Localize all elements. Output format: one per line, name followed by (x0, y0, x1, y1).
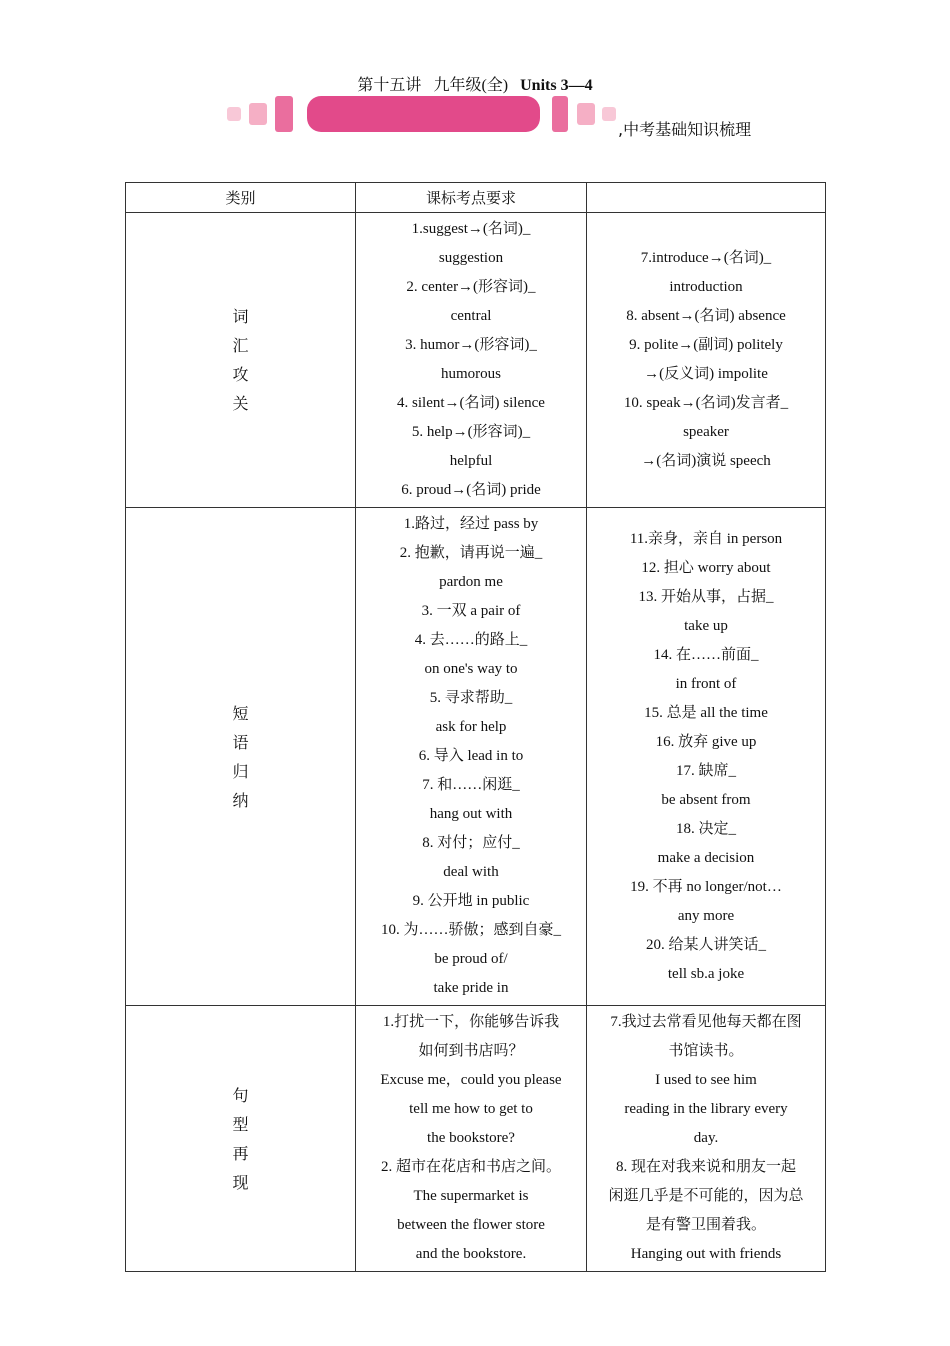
header-category: 类别 (126, 183, 356, 213)
content-line: 17. 缺席_ (675, 762, 736, 779)
content-line: and the bookstore. (415, 1246, 527, 1262)
content-line: 10. speak→(名词)发言者_ (623, 395, 789, 411)
content-line: take pride in (433, 980, 509, 996)
content-line: 2. 抱歉，请再说一遍_ (399, 545, 543, 561)
header-blank (587, 183, 826, 213)
content-line: 7.我过去常看见他每天都在图 (610, 1014, 802, 1030)
content-line: 20. 给某人讲笑话_ (645, 936, 766, 953)
content-line: 4. 去……的路上_ (414, 632, 528, 648)
content-line: 是有警卫围着我。 (645, 1217, 766, 1233)
content-line: between the flower store (397, 1217, 545, 1233)
left-content-cell (356, 213, 587, 508)
banner-bar (307, 96, 540, 132)
content-line: central (450, 308, 492, 324)
content-line: make a decision (657, 849, 755, 866)
content-line: 19. 不再 no longer/not… (630, 878, 782, 895)
content-line: 1.路过，经过 pass by (403, 516, 539, 532)
content-line: 6. 导入 lead in to (418, 748, 524, 764)
content-line: suggestion (438, 250, 504, 266)
content-line: the bookstore? (427, 1130, 515, 1146)
left-content-cell (356, 508, 587, 1006)
content-line: 5. 寻求帮助_ (429, 690, 513, 706)
table-header-row (126, 183, 826, 213)
content-line: Excuse me，could you please (380, 1072, 562, 1088)
content-line: hang out with (429, 806, 513, 822)
content-line: 如何到书店吗？ (418, 1043, 524, 1059)
table-body (126, 213, 826, 1272)
content-line: 16. 放弃 give up (655, 733, 757, 750)
content-line: 11.亲身，亲自 in person (629, 530, 783, 547)
content-line: 14. 在……前面_ (653, 646, 759, 663)
content-line: deal with (443, 864, 499, 880)
lecture-number: 第十五讲 (357, 77, 422, 94)
content-line: 10. 为……骄傲；感到自豪_ (380, 922, 561, 938)
content-line: 闲逛几乎是不可能的，因为总 (608, 1188, 804, 1204)
category-cell (126, 1006, 356, 1272)
category-label: 句型再现 (232, 1085, 249, 1192)
content-line: be absent from (661, 791, 751, 808)
content-line: take up (684, 617, 728, 634)
content-line: be proud of/ (434, 951, 508, 967)
content-line: 8. absent→(名词) absence (626, 308, 786, 324)
content-line: 4. silent→(名词) silence (397, 395, 545, 411)
header-requirements: 课标考点要求 (356, 183, 587, 213)
content-line: 3. humor→(形容词)_ (405, 337, 537, 353)
content-line: 2. 超市在花店和书店之间。 (380, 1159, 561, 1175)
content-line: 8. 对付；应付_ (422, 835, 520, 851)
banner-square-decoration (249, 103, 267, 125)
content-line: 7. 和……闲逛_ (422, 777, 520, 793)
content-line: The supermarket is (413, 1188, 529, 1204)
content-line: humorous (441, 366, 501, 382)
content-line: ask for help (435, 719, 507, 735)
content-line: day. (693, 1130, 719, 1146)
content-line: tell me how to get to (409, 1101, 533, 1117)
category-label: 短语归纳 (232, 703, 249, 810)
content-line: speaker (683, 424, 729, 440)
units-label: Units 3—4 (520, 77, 593, 94)
content-line: on one's way to (424, 661, 518, 677)
content-line: 15. 总是 all the time (644, 704, 768, 721)
content-line: 1.suggest→(名词)_ (411, 221, 531, 237)
banner-square-decoration (227, 107, 241, 121)
content-line: any more (677, 907, 735, 924)
table-row (126, 213, 826, 508)
category-cell (126, 213, 356, 508)
banner-square-decoration (577, 103, 595, 125)
banner-square-decoration (275, 96, 293, 132)
content-line: →(反义词) impolite (644, 366, 768, 382)
content-line: Hanging out with friends (630, 1246, 782, 1262)
content-line: 9. 公开地 in public (412, 893, 530, 909)
content-line: 13. 开始从事，占据_ (638, 588, 774, 605)
content-line: 5. help→(形容词)_ (411, 424, 531, 440)
content-line: 8. 现在对我来说和朋友一起 (615, 1159, 796, 1175)
content-line: tell sb.a joke (667, 965, 745, 982)
content-line: 3. 一双 a pair of (421, 603, 521, 619)
table-row (126, 1006, 826, 1272)
page-header (0, 72, 950, 95)
grade-label: 九年级(全) (433, 77, 509, 94)
right-content-cell (587, 213, 826, 508)
content-line: 12. 担心 worry about (641, 559, 771, 576)
content-line: →(名词)演说 speech (641, 453, 771, 469)
content-line: 9. polite→(副词) politely (629, 337, 783, 353)
banner-square-decoration (552, 96, 568, 132)
content-line: pardon me (439, 574, 503, 590)
content-line: I used to see him (655, 1072, 757, 1088)
banner-title: ,中考基础知识梳理 (618, 120, 752, 139)
banner-square-decoration (602, 107, 616, 121)
right-content-cell (587, 508, 826, 1006)
content-line: introduction (669, 279, 743, 295)
content-line: 书馆读书。 (668, 1043, 744, 1059)
category-cell (126, 508, 356, 1006)
content-line: helpful (449, 453, 493, 469)
content-line: in front of (675, 675, 737, 692)
right-content-cell (587, 1006, 826, 1272)
table-row (126, 508, 826, 1006)
content-line: 18. 决定_ (675, 820, 736, 837)
content-line: 6. proud→(名词) pride (401, 482, 541, 498)
knowledge-table (125, 182, 826, 1272)
content-line: 2. center→(形容词)_ (406, 279, 536, 295)
content-line: 7.introduce→(名词)_ (640, 250, 772, 266)
left-content-cell (356, 1006, 587, 1272)
content-line: 1.打扰一下，你能够告诉我 (382, 1014, 560, 1030)
content-line: reading in the library every (624, 1101, 788, 1117)
category-label: 词汇攻关 (232, 307, 249, 413)
